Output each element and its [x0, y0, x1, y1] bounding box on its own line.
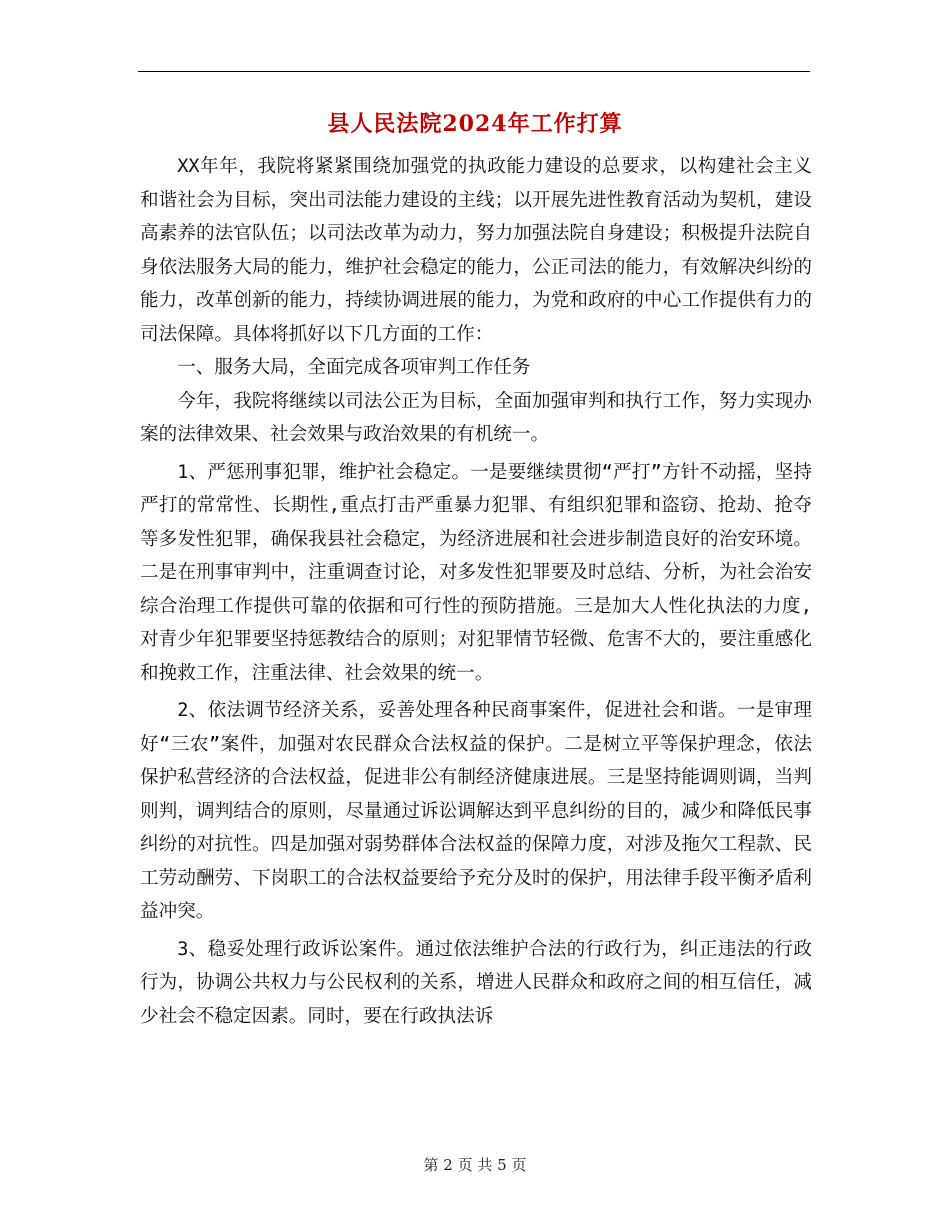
paragraph-item-1: 1、严惩刑事犯罪，维护社会稳定。一是要继续贯彻“严打”方针不动摇，坚持严打的常常性、长期性,重点打击严重暴力犯罪、有组织犯罪和盗窃、抢劫、抢夺等多发性犯罪，确保我县社会稳定，为经济进展和社会进步制造良好的治安环境。二是在刑事审判中，注重调查讨论，对多发性犯罪要及时总结、分析，为社会治安综合治理工作提供可靠的依据和可行性的预防措施。三是加大人性化执法的力度,对青少年犯罪要坚持惩教结合的原则；对犯罪情节轻微、危害不大的，要注重感化和挽救工作，注重法律、社会效果的统一。	[140, 461, 812, 684]
paragraph-item-2: 2、依法调节经济关系，妥善处理各种民商事案件，促进社会和谐。一是审理好“三农”案件，加强对农民群众合法权益的保护。二是树立平等保护理念，依法保护私营经济的合法权益，促进非公有制经济健康进展。三是坚持能调则调，当判则判，调判结合的原则，尽量通过诉讼调解达到平息纠纷的目的，减少和降低民事纠纷的对抗性。四是加强对弱势群体合法权益的保障力度，对涉及拖欠工程款、民工劳动酬劳、下岗职工的合法权益要给予充分及时的保护，用法律手段平衡矛盾利益冲突。	[140, 700, 812, 922]
document-title: 县人民法院2024年工作打算	[327, 111, 623, 137]
paragraph-intro: XX年年，我院将紧紧围绕加强党的执政能力建设的总要求，以构建社会主义和谐社会为目标，突出司法能力建设的主线；以开展先进性教育活动为契机，建设高素养的法官队伍；以司法改革为动力，努力加强法院自身建设；积极提升法院自身依法服务大局的能力，维护社会稳定的能力，公正司法的能力，有效解决纠纷的能力，改革创新的能力，持续协调进展的能力，为党和政府的中心工作提供有力的司法保障。具体将抓好以下几方面的工作：	[140, 156, 812, 345]
header-rule	[138, 71, 810, 72]
document-body	[140, 150, 812, 1033]
paragraph-item-3: 3、稳妥处理行政诉讼案件。通过依法维护合法的行政行为，纠正违法的行政行为，协调公共权力与公民权利的关系，增进人民群众和政府之间的相互信任，减少社会不稳定因素。同时，要在行政执法诉	[140, 938, 812, 1027]
page-footer: 第 2 页 共 5 页	[423, 1156, 527, 1174]
section-heading-1: 一、服务大局，全面完成各项审判工作任务	[177, 357, 531, 378]
paragraph-section-1-intro: 今年，我院将继续以司法公正为目标，全面加强审判和执行工作，努力实现办案的法律效果、社会效果与政治效果的有机统一。	[140, 390, 812, 445]
